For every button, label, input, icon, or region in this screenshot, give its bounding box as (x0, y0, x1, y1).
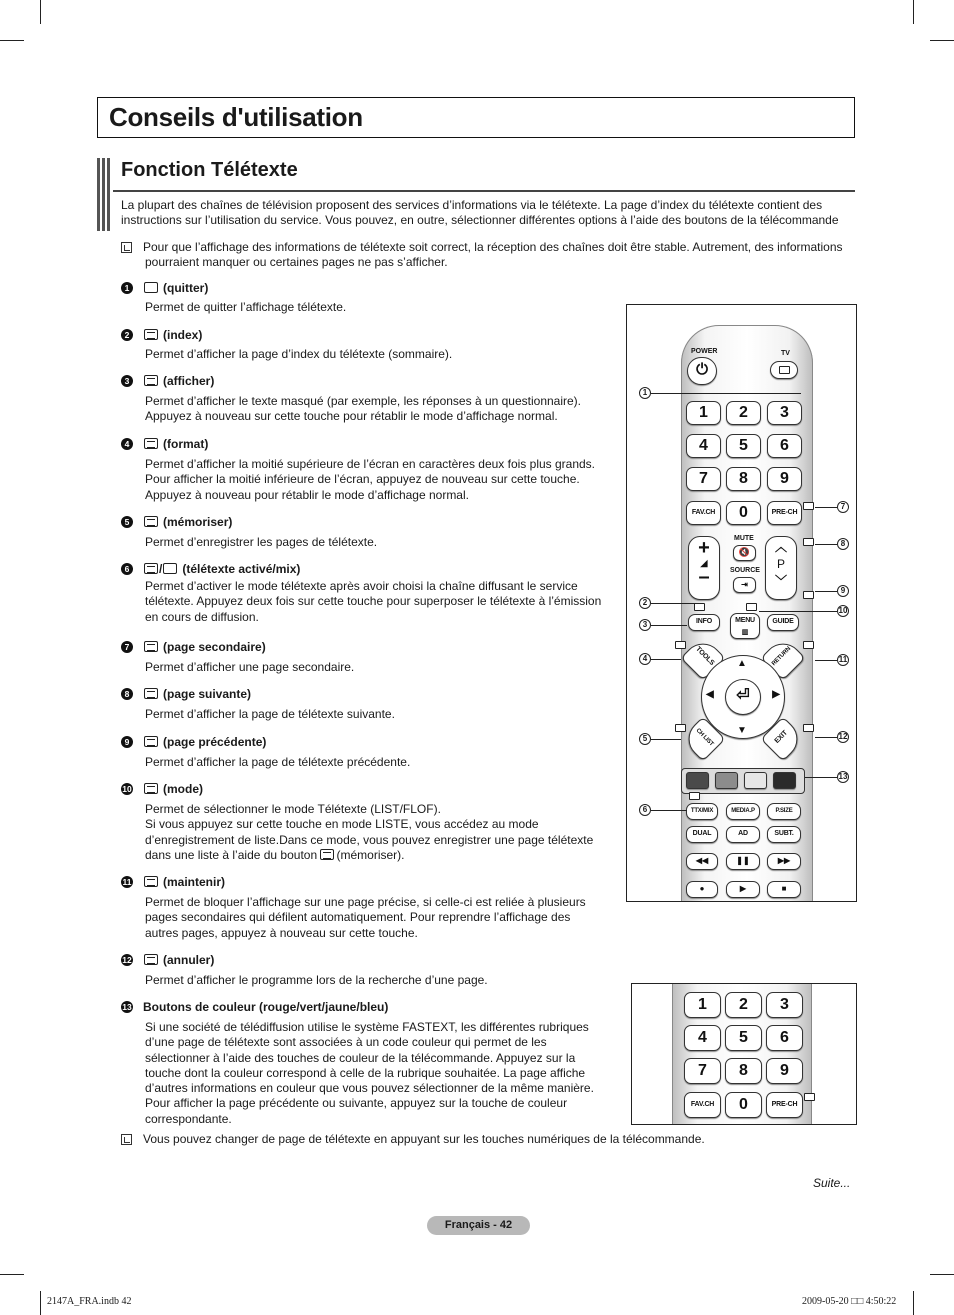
dual-button[interactable]: DUAL (686, 826, 718, 843)
page-down-icon (144, 736, 158, 747)
print-file-info: 2147A_FRA.indb 42 (47, 1296, 132, 1307)
info-button[interactable]: INFO (688, 614, 720, 631)
pause-button[interactable]: ❚❚ (726, 853, 760, 870)
callout-number: 13 (838, 772, 848, 781)
callout-number: 10 (838, 606, 848, 615)
item-number: 3 (121, 375, 133, 387)
digit-button[interactable]: 6 (766, 1025, 803, 1051)
ttx-mix-button[interactable]: TTX/MIX (686, 803, 718, 820)
pointer-line (805, 777, 837, 778)
digit-button[interactable]: 6 (767, 434, 802, 458)
pointer-line (815, 507, 837, 508)
p-size-button[interactable]: P.SIZE (767, 803, 801, 820)
item-number: 12 (122, 955, 132, 965)
digit-zero-button[interactable]: 0 (725, 1092, 762, 1118)
chevron-down-icon: ﹀ (774, 574, 787, 588)
pre-ch-button[interactable]: PRE-CH (766, 1092, 803, 1118)
teletext-icon (803, 724, 814, 732)
intro-paragraph: La plupart des chaînes de télévision proposent des services d’informations via le télétexte. La page d’index du télétexte contient des instructions sur l’utilisation du service. Vous pouvez, en outre, sélectionner différentes options à l’aide des boutons de la télécommande (121, 198, 839, 228)
item-description: Permet d’activer le mode télétexte après avoir choisi la chaîne diffusant le service télétexte. Appuyez deux fois sur cette touche pour superposer le télétexte à l’émission en cours de diffusion. (145, 579, 602, 624)
callout-number: 8 (837, 538, 849, 550)
item-description: Permet d’afficher la page d’index du télétexte (sommaire). (145, 347, 453, 361)
callout-number: 1 (639, 387, 651, 399)
digit-button[interactable]: 7 (684, 1058, 721, 1084)
mute-label: MUTE (734, 535, 754, 542)
pointer-line (651, 810, 687, 811)
teletext-icon (689, 792, 700, 800)
sub-page-icon (144, 641, 158, 652)
item-description: Permet d’afficher une page secondaire. (145, 660, 355, 674)
exit-teletext-icon (144, 282, 158, 293)
pointer-line (815, 591, 837, 592)
item-number: 6 (121, 563, 133, 575)
item-heading: (mode) (144, 782, 203, 796)
menu-grid-icon: ▥ (741, 629, 749, 636)
item-heading: (format) (144, 437, 208, 451)
arrow-left-icon: ◀ (706, 689, 714, 700)
keypad-figure (631, 983, 857, 1125)
item-number: 11 (122, 877, 132, 887)
item-number: 13 (122, 1002, 132, 1012)
teletext-icon (803, 591, 814, 599)
volume-rocker[interactable] (688, 536, 720, 600)
remote-figure (626, 304, 857, 902)
chevron-up-icon: ︿ (774, 540, 787, 554)
green-button[interactable] (715, 772, 738, 789)
tv-button[interactable] (770, 361, 798, 379)
digit-button[interactable]: 1 (686, 401, 721, 425)
page-title: Conseils d'utilisation (109, 102, 363, 132)
item-number: 8 (121, 688, 133, 700)
media-p-button[interactable]: MEDIA.P (726, 803, 760, 820)
minus-icon: – (698, 566, 710, 588)
crop-mark (40, 0, 41, 24)
digit-button[interactable]: 9 (767, 467, 802, 491)
digit-button[interactable]: 7 (686, 467, 721, 491)
volume-ramp-icon: ◢ (700, 558, 708, 568)
hold-icon (144, 876, 158, 887)
item-heading: (afficher) (144, 374, 214, 388)
item-heading: (mémoriser) (144, 515, 232, 529)
pointer-line (651, 625, 687, 626)
stop-button[interactable]: ■ (767, 881, 801, 898)
item-description: Permet d’afficher la moitié supérieure de l’écran en caractères deux fois plus grands. Pour afficher la moitié inférieure de l’écran, appuyez de nouveau sur cette touche. Appuyez à nouveau pour rétablir le mode d’affichage normal. (145, 457, 596, 502)
note-paragraph: Pour que l’affichage des informations de télétexte soit correct, la réception des chaînes doit être stable. Autrement, des informations pourraient manquer ou certaines pages ne pas s’afficher. (143, 240, 843, 270)
plus-icon: + (698, 537, 710, 559)
item-description: Permet d’afficher le texte masqué (par exemple, les réponses à un questionnaire). Appuyez à nouveau sur cette touche pour rétablir le mode d’affichage normal. (145, 394, 582, 424)
section-rule (113, 190, 855, 192)
record-button[interactable]: ● (686, 881, 718, 898)
teletext-icon (804, 1093, 815, 1101)
pre-ch-button[interactable]: PRE-CH (767, 501, 802, 525)
fav-ch-button[interactable]: FAV.CH (684, 1092, 721, 1118)
tv-icon (779, 366, 790, 374)
tools-button[interactable]: TOOLS (680, 635, 725, 680)
index-icon (144, 329, 158, 340)
teletext-icon (803, 502, 814, 510)
crop-mark (0, 1274, 24, 1275)
teletext-icon (675, 641, 686, 649)
note-icon (121, 1134, 132, 1145)
pointer-line (815, 737, 837, 738)
digit-button[interactable]: 1 (684, 992, 721, 1018)
mix-icon (163, 563, 177, 574)
crop-mark (930, 1274, 954, 1275)
power-button[interactable]: ⏻ (687, 357, 717, 385)
ad-button[interactable]: AD (726, 826, 760, 843)
crop-mark (913, 1291, 914, 1315)
digit-button[interactable]: 4 (686, 434, 721, 458)
return-button[interactable]: RETURN (760, 635, 805, 680)
reveal-icon (144, 375, 158, 386)
item-number: 7 (121, 641, 133, 653)
callout-number: 7 (837, 501, 849, 513)
callout-number: 12 (838, 732, 848, 741)
crop-mark (913, 0, 914, 24)
item-number: 4 (121, 438, 133, 450)
channel-rocker[interactable] (765, 536, 797, 600)
callout-number: 9 (837, 585, 849, 597)
item-number: 1 (121, 282, 133, 294)
pointer-line (759, 611, 837, 612)
crop-mark (930, 40, 954, 41)
yellow-button[interactable] (744, 772, 767, 789)
digit-button[interactable]: 5 (725, 1025, 762, 1051)
item-heading: (maintenir) (144, 875, 225, 889)
arrow-up-icon: ▲ (737, 658, 747, 669)
item-description: Permet d’afficher la page de télétexte précédente. (145, 755, 411, 769)
store-icon (320, 849, 334, 860)
item-description: Permet de quitter l’affichage télétexte. (145, 300, 347, 314)
enter-button[interactable]: ⏎ (725, 679, 761, 715)
exit-button[interactable]: EXIT (760, 716, 805, 761)
page-header (97, 97, 855, 138)
ch-list-button[interactable]: CH LIST (680, 716, 725, 761)
note-icon (121, 242, 132, 253)
cancel-icon (144, 954, 158, 965)
item-description: Permet d’afficher la page de télétexte suivante. (145, 707, 395, 721)
channel-p-label: P (776, 557, 785, 571)
digit-button[interactable]: 8 (726, 467, 761, 491)
blue-button[interactable] (773, 772, 796, 789)
item-heading: (annuler) (144, 953, 214, 967)
mute-button[interactable]: 🔇 (733, 545, 756, 561)
source-label: SOURCE (730, 567, 760, 574)
rewind-button[interactable]: ◀◀ (686, 853, 718, 870)
item-heading: (index) (144, 328, 202, 342)
item-number: 9 (121, 736, 133, 748)
item-description: Permet d’afficher le programme lors de la recherche d’une page. (145, 973, 488, 987)
pointer-line (651, 739, 681, 740)
page-up-icon (144, 688, 158, 699)
teletext-icon (803, 538, 814, 546)
continued-label: Suite... (813, 1176, 851, 1190)
callout-number: 4 (639, 653, 651, 665)
crop-mark (40, 1291, 41, 1315)
digit-button[interactable]: 3 (766, 992, 803, 1018)
item-number: 10 (122, 784, 132, 794)
store-icon (144, 516, 158, 527)
item-description: Permet de bloquer l’affichage sur une page précise, si celle-ci est reliée à plusieurs pages secondaires qui défilent automatiquement. Pour reprendre l’affichage des autres pages, appuyez à nouveau sur cette touche. (145, 895, 586, 940)
crop-mark (0, 40, 24, 41)
item-description: Permet d’enregistrer les pages de télétexte. (145, 535, 378, 549)
print-date-info: 2009-05-20 □□ 4:50:22 (802, 1296, 897, 1307)
red-button[interactable] (686, 772, 709, 789)
teletext-icon (746, 603, 757, 611)
digit-zero-button[interactable]: 0 (726, 501, 761, 525)
item-number: 2 (121, 329, 133, 341)
play-button[interactable]: ▶ (726, 881, 760, 898)
tv-label: TV (781, 350, 790, 357)
mode-icon (144, 783, 158, 794)
section-bar (97, 158, 111, 231)
arrow-down-icon: ▼ (737, 725, 747, 736)
pointer-line (651, 659, 681, 660)
digit-button[interactable]: 3 (767, 401, 802, 425)
digit-button[interactable]: 9 (766, 1058, 803, 1084)
item-heading: (page secondaire) (144, 640, 266, 654)
item-number: 5 (121, 516, 133, 528)
item-heading: / (télétexte activé/mix) (144, 562, 300, 576)
callout-number: 3 (639, 619, 651, 631)
callout-number: 5 (639, 733, 651, 745)
callout-number: 11 (838, 655, 848, 664)
pointer-line (815, 660, 837, 661)
item-heading: (quitter) (144, 281, 208, 295)
digit-button[interactable]: 8 (725, 1058, 762, 1084)
pointer-line (815, 544, 837, 545)
item-heading: (page précédente) (144, 735, 266, 749)
digit-button[interactable]: 4 (684, 1025, 721, 1051)
source-button[interactable]: ⇥ (733, 577, 756, 593)
guide-button[interactable]: GUIDE (767, 614, 799, 631)
item-description: Permet de sélectionner le mode Télétexte (LIST/FLOF). Si vous appuyez sur cette touche en mode LISTE, vous accédez au mode d’enregistrement de liste.Dans ce mode, vous pouvez enregistrer une page télétexte dans une liste à l’aide du bouton (mémoriser). (145, 802, 594, 862)
power-label: POWER (691, 348, 718, 355)
callout-number: 6 (639, 804, 651, 816)
item-description: Si une société de télédiffusion utilise le système FASTEXT, les différentes rubriques d’une page de télétexte sont associées à un code couleur qui permet de les sélectionner à l’aide des touches de couleur de la télécommande. Appuyez sur la touche dont la couleur correspond à celle de la rubrique souhaitée. La page affiche d’autres informations en couleur que vous pouvez sélectionner de la même manière. Pour afficher la page précédente ou suivante, appuyez sur la touche de couleur correspondante. (145, 1020, 594, 1126)
menu-button[interactable]: MENU ▥ (730, 613, 760, 639)
teletext-icon (694, 603, 705, 611)
digit-button[interactable]: 2 (725, 992, 762, 1018)
teletext-icon (803, 641, 814, 649)
color-keys (681, 768, 805, 794)
callout-number: 2 (639, 597, 651, 609)
digit-button[interactable]: 5 (726, 434, 761, 458)
teletext-icon (675, 724, 686, 732)
note-paragraph: Vous pouvez changer de page de télétexte en appuyant sur les touches numériques de la télécommande. (143, 1132, 705, 1146)
item-heading: (page suivante) (144, 687, 251, 701)
size-icon (144, 438, 158, 449)
item-heading: Boutons de couleur (rouge/vert/jaune/bleu) (143, 1000, 389, 1014)
pointer-line (651, 393, 801, 394)
fast-forward-button[interactable]: ▶▶ (767, 853, 801, 870)
subt-button[interactable]: SUBT. (767, 826, 801, 843)
pointer-line (651, 603, 695, 604)
section-title: Fonction Télétexte (121, 159, 298, 181)
teletext-on-icon (144, 563, 158, 574)
fav-ch-button[interactable]: FAV.CH (686, 501, 721, 525)
page-number: Français - 42 (427, 1216, 530, 1235)
digit-button[interactable]: 2 (726, 401, 761, 425)
arrow-right-icon: ▶ (772, 689, 780, 700)
